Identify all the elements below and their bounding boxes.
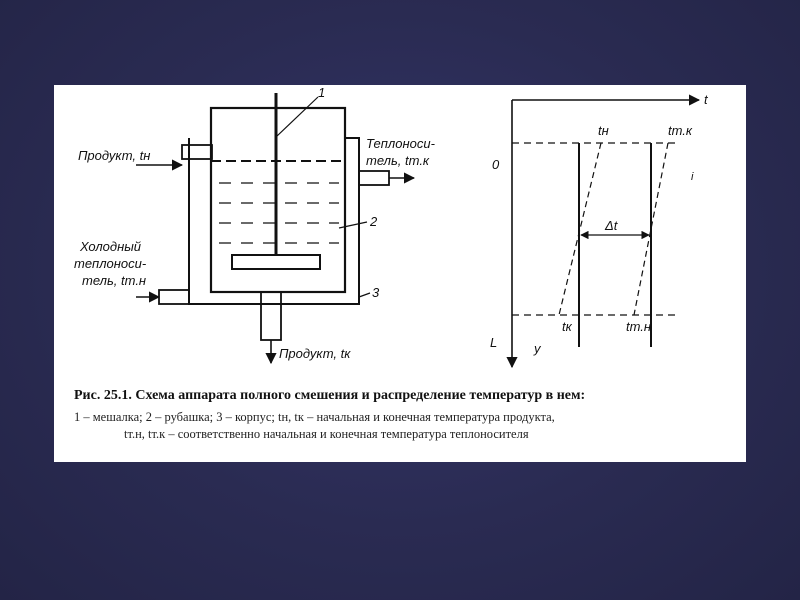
leader-3 — [359, 293, 370, 297]
temperature-diagram — [512, 100, 699, 367]
product-outlet-pipe — [261, 292, 281, 340]
coolant-outlet-pipe — [359, 171, 389, 185]
jacket-outline — [189, 138, 359, 304]
label-num-2: 2 — [370, 214, 378, 229]
t-tn-label: tт.н — [626, 319, 652, 334]
delta-t-label: Δt — [605, 218, 618, 233]
cold-coolant-label-3: тель, tт.н — [82, 273, 147, 288]
stirrer-blade — [232, 255, 320, 269]
product-in-label: Продукт, tн — [78, 148, 151, 163]
coolant-inlet-pipe — [159, 290, 189, 304]
coolant-out-label-1: Теплоноси- — [366, 136, 435, 151]
axis-y-label: y — [534, 341, 541, 356]
axis-t-label: t — [704, 92, 708, 107]
axis-l-label: L — [490, 335, 498, 350]
figure-frame — [54, 85, 746, 462]
cold-coolant-label-1: Холодный — [80, 239, 142, 254]
figure-caption-line-1: 1 – мешалка; 2 – рубашка; 3 – корпус; tн, tк – начальная и конечная температура продукта, — [74, 410, 555, 424]
product-inlet-pipe — [182, 145, 212, 159]
leader-2 — [339, 222, 367, 228]
label-num-3: 3 — [372, 285, 380, 300]
label-num-1: 1 — [318, 85, 326, 100]
t-tk-label: tт.к — [668, 123, 693, 138]
t-n-label: tн — [598, 123, 609, 138]
figure-caption-title: Рис. 25.1. Схема аппарата полного смешения и распределение температур в нем: — [74, 388, 586, 403]
t-k-label: tк — [562, 319, 572, 334]
coolant-out-label-2: тель, tт.к — [366, 153, 430, 168]
figure-caption-line-2: tт.н, tт.к – соответственно начальная и конечная температура теплоносителя — [124, 427, 529, 441]
cold-coolant-label-2: теплоноси- — [74, 256, 147, 271]
leader-1 — [276, 97, 318, 137]
apparatus-diagram — [54, 85, 746, 385]
product-out-label: Продукт, tк — [279, 346, 351, 361]
zero-label: 0 — [492, 157, 500, 172]
stray-mark: i — [691, 171, 694, 183]
